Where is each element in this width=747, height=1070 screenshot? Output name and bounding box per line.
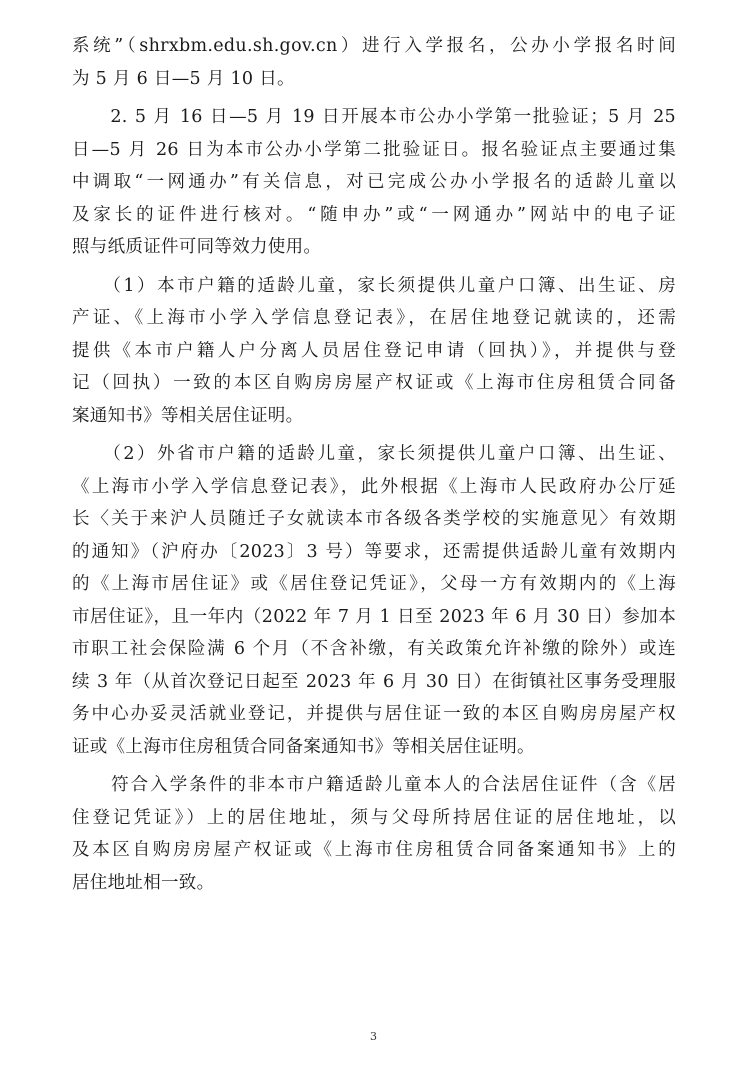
document-body (72, 30, 676, 905)
text-line: 产证、《上海市小学入学信息登记表》，在居住地登记就读的，还需 (72, 308, 676, 328)
text-line: 证或《上海市住房租赁合同备案通知书》等相关居住证明。 (72, 736, 535, 757)
text-line: 记（回执）一致的本区自购房房屋产权证或《上海市住房租赁合同备 (72, 373, 676, 393)
text-line: 《上海市小学入学信息登记表》，此外根据《上海市人民政府办公厅延 (72, 476, 676, 497)
text-line: 住登记凭证》）上的居住地址，须与父母所持居住证的居住地址，以 (72, 807, 676, 828)
text-line: 居住地址相一致。 (72, 872, 215, 893)
paragraph (72, 270, 676, 433)
paragraph (72, 438, 676, 763)
text-line: 照与纸质证件可同等效力使用。 (72, 237, 322, 257)
text-line: 中调取“一网通办”有关信息，对已完成公办小学报名的适龄儿童以 (72, 172, 676, 192)
text-line: 及家长的证件进行核对。“随申办”或“一网通办”网站中的电子证 (72, 204, 676, 225)
text-line: 为 5 月 6 日—5 月 10 日。 (72, 68, 295, 89)
text-line: 系统”（shrxbm.edu.sh.gov.cn）进行入学报名，公办小学报名时间 (72, 36, 676, 56)
page-number: 3 (370, 1030, 377, 1043)
text-line: 的通知》（沪府办〔2023〕3 号）等要求，还需提供适龄儿童有效期内 (72, 541, 676, 562)
text-line: 长〈关于来沪人员随迁子女就读本市各级各类学校的实施意见〉有效期 (72, 509, 676, 529)
text-line: 市职工社会保险满 6 个月（不含补缴，有关政策允许补缴的除外）或连 (72, 639, 676, 659)
text-line: 市居住证》，且一年内（2022 年 7 月 1 日至 2023 年 6 月 30 日）参加本 (72, 606, 676, 627)
text-line: 符合入学条件的非本市户籍适龄儿童本人的合法居住证件（含《居 (72, 775, 676, 795)
paragraph (72, 30, 676, 95)
text-line: （1）本市户籍的适龄儿童，家长须提供儿童户口簿、出生证、房 (72, 275, 676, 296)
text-line: 案通知书》等相关居住证明。 (72, 405, 304, 426)
text-line: 务中心办妥灵活就业登记，并提供与居住证一致的本区自购房房屋产权 (72, 704, 676, 724)
text-line: 及本区自购房房屋产权证或《上海市住房租赁合同备案通知书》上的 (72, 840, 676, 860)
text-line: 的《上海市居住证》或《居住登记凭证》，父母一方有效期内的《上海 (72, 574, 676, 594)
text-line: 提供《本市户籍人户分离人员居住登记申请（回执）》，并提供与登 (72, 340, 676, 361)
text-line: 日—5 月 26 日为本市公办小学第二批验证日。报名验证点主要通过集 (72, 139, 676, 160)
paragraph (72, 769, 676, 899)
text-line: 2. 5 月 16 日—5 月 19 日开展本市公办小学第一批验证；5 月 25 (72, 107, 676, 127)
text-line: 续 3 年（从首次登记日起至 2023 年 6 月 30 日）在街镇社区事务受理服 (72, 671, 676, 692)
paragraph (72, 101, 676, 264)
text-line: （2）外省市户籍的适龄儿童，家长须提供儿童户口簿、出生证、 (72, 444, 676, 464)
